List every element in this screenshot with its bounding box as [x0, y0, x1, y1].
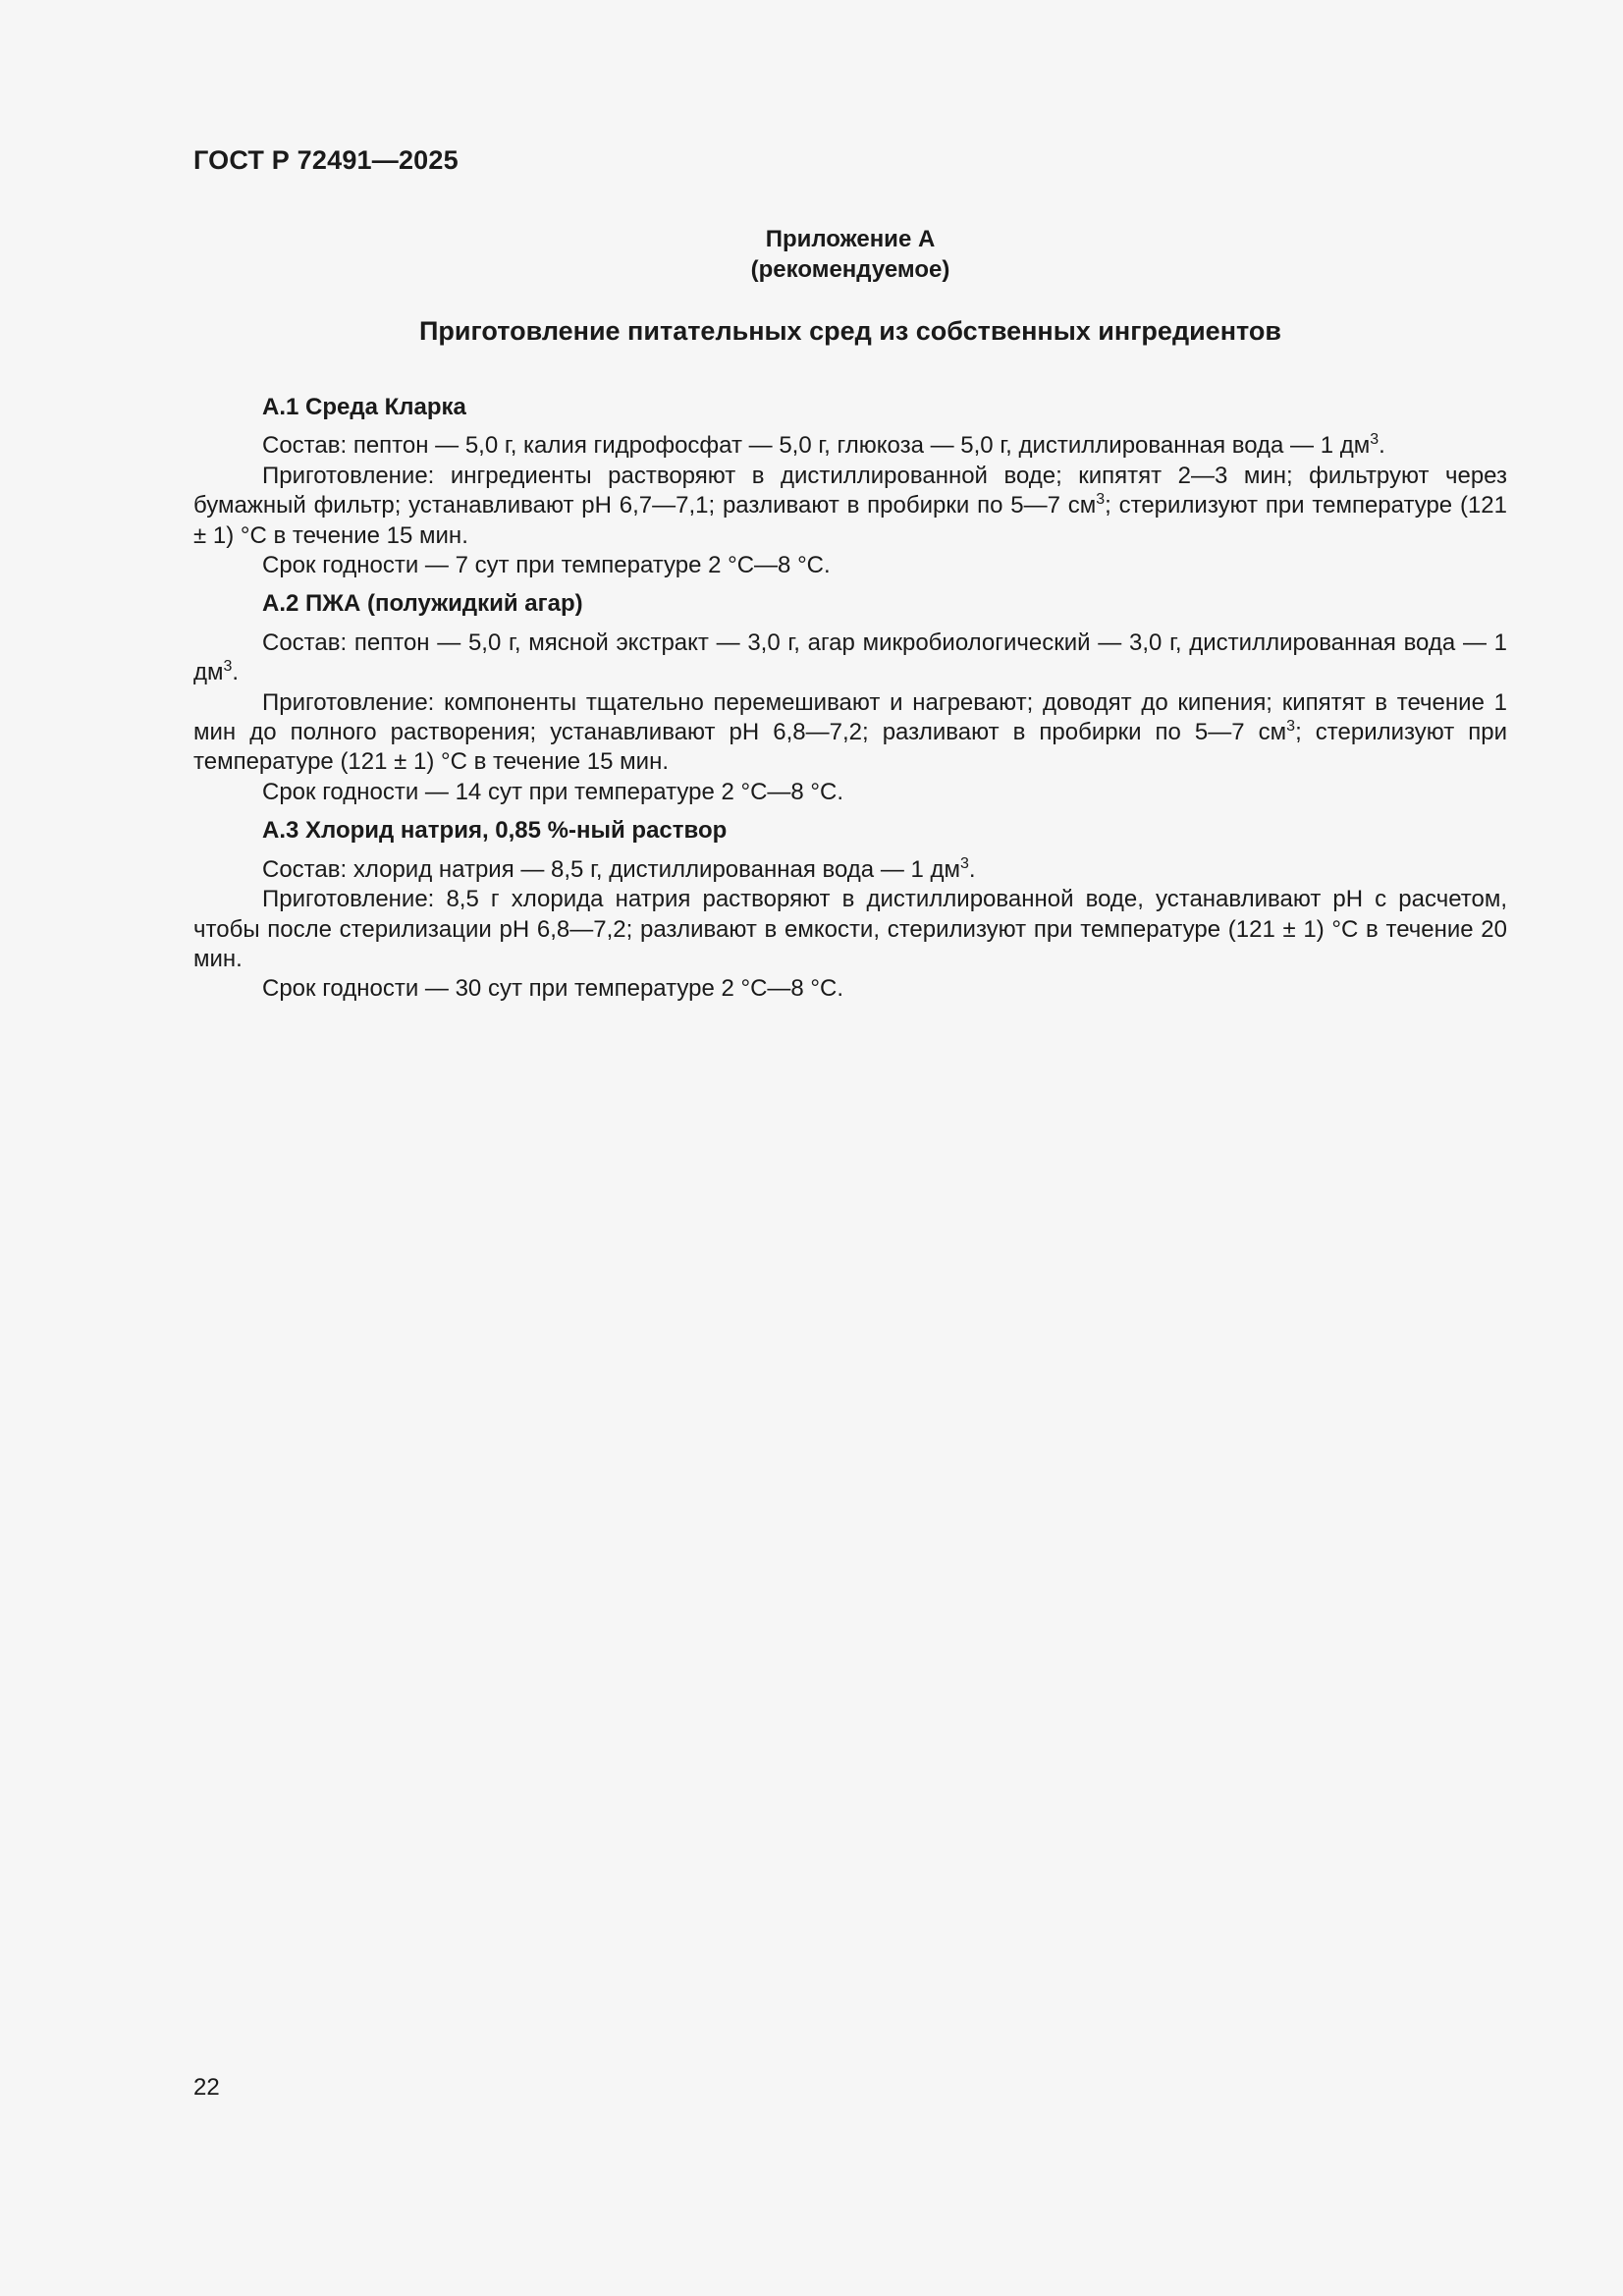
shelf-life-paragraph: Срок годности — 7 сут при температуре 2 °С—8 °С. — [262, 552, 831, 579]
appendix-status: (рекомендуемое) — [750, 256, 950, 283]
preparation-paragraph: Приготовление: компоненты тщательно перемешивают и нагревают; доводят до кипения; кипятят в течение 1 мин до полного растворения; устанавливают рН 6,8—7,2; разливают в пробирки по 5—7 $см^3$; стерилизуют при температуре (121 ± 1) °С в течение 15 мин. — [193, 688, 1508, 776]
composition-paragraph: Состав: хлорид натрия — 8,5 г, дистиллированная вода — 1 $дм^3$. — [262, 854, 976, 883]
appendix-title: Приготовление питательных сред из собственных ингредиентов — [419, 316, 1281, 346]
section-heading: А.2 ПЖА (полужидкий агар) — [262, 590, 583, 618]
preparation-paragraph: Приготовление: 8,5 г хлорида натрия растворяют в дистиллированной воде, устанавливают рН с расчетом, чтобы после стерилизации рН 6,8—7,2; разливают в емкости, стерилизуют при температуре (121 ± 1) °С в течение 20 мин. — [193, 886, 1507, 972]
appendix-heading — [193, 224, 1507, 285]
appendix-label: Приложение А — [765, 226, 936, 252]
document-header-standard: ГОСТ Р 72491—2025 — [193, 145, 459, 175]
document-body — [193, 393, 1507, 1005]
section-a1 — [193, 393, 1507, 580]
composition-paragraph: Состав: пептон — 5,0 г, мясной экстракт — 3,0 г, агар микробиологический — 3,0 г, дистиллированная вода — 1 $дм^3$. — [193, 629, 1507, 686]
section-heading: А.1 Среда Кларка — [262, 394, 466, 420]
shelf-life-paragraph: Срок годности — 30 сут при температуре 2 °С—8 °С. — [262, 975, 844, 1003]
section-heading: А.3 Хлорид натрия, 0,85 %-ный раствор — [262, 817, 728, 845]
section-a3 — [193, 816, 1507, 1004]
composition-paragraph: Состав: пептон — 5,0 г, калия гидрофосфат — 5,0 г, глюкоза — 5,0 г, дистиллированная вода — 1 $дм^3$. — [262, 431, 1385, 460]
preparation-paragraph: Приготовление: ингредиенты растворяют в дистиллированной воде; кипятят 2—3 мин; фильтруют через бумажный фильтр; устанавливают рН 6,7—7,1; разливают в пробирки по 5—7 $см^3$; стерилизуют при температуре (121 ± 1) °С в течение 15 мин. — [193, 462, 1507, 549]
section-a2 — [193, 589, 1507, 807]
shelf-life-paragraph: Срок годности — 14 сут при температуре 2 °С—8 °С. — [262, 778, 844, 805]
page-number: 22 — [193, 2074, 220, 2101]
